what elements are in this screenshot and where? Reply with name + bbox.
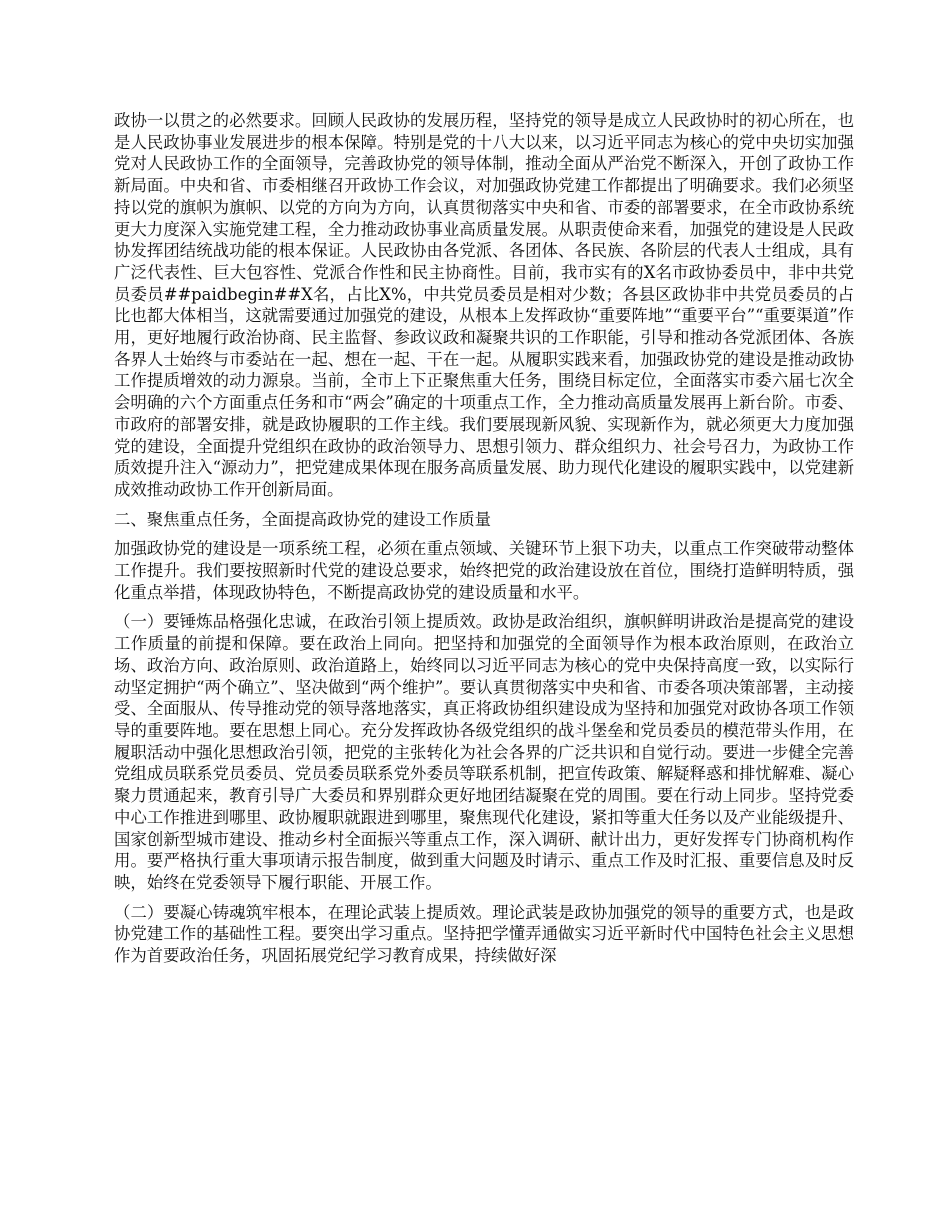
body-paragraph-2: 加强政协党的建设是一项系统工程，必须在重点领域、关键环节上狠下功夫，以重点工作突破带动整体工作提升。我们要按照新时代党的建设总要求，始终把党的政治建设放在首位，围绕打造鲜明特质，强化重点举措，体现政协特色，不断提高政协党的建设质量和水平。 (114, 539, 854, 602)
body-paragraph-4: （二）要凝心铸魂筑牢根本，在理论武装上提质效。理论武装是政协加强党的领导的重要方式，也是政协党建工作的基础性工程。要突出学习重点。坚持把学懂弄通做实习近平新时代中国特色社会主义思想作为首要政治任务，巩固拓展党纪学习教育成果，持续做好深 (114, 902, 854, 966)
body-paragraph-1: 政协一以贯之的必然要求。回顾人民政协的发展历程，坚持党的领导是成立人民政协时的初心所在，也是人民政协事业发展进步的根本保障。特别是党的十八大以来，以习近平同志为核心的党中央切实加强党对人民政协工作的全面领导，完善政协党的领导体制，推动全面从严治党不断深入，开创了政协工作新局面。中央和省、市委相继召开政协工作会议，对加强政协党建工作都提出了明确要求。我们必须坚持以党的旗帜为旗帜、以党的方向为方向，认真贯彻落实中央和省、市委的部署要求，在全市政协系统更大力度深入实施党建工程，全力推动政协事业高质量发展。从职责使命来看，加强党的建设是人民政协发挥团结统战功能的根本保证。人民政协由各党派、各团体、各民族、各阶层的代表人士组成，具有广泛代表性、巨大包容性、党派合作性和民主协商性。目前，我市实有的X名市政协委员中，非中共党员委员##paidbegin##X名，占比X%，中共党员委员是相对少数；各县区政协非中共党员委员的占比也都大体相当，这就需要通过加强党的建设，从根本上发挥政协“重要阵地”“重要平台”“重要渠道”作用，更好地履行政治协商、民主监督、参政议政和凝聚共识的工作职能，引导和推动各党派团体、各族各界人士始终与市委站在一起、想在一起、干在一起。从履职实践来看，加强政协党的建设是推动政协工作提质增效的动力源泉。当前，全市上下正聚焦重大任务，围绕目标定位，全面落实市委六届七次全会明确的六个方面重点任务和市“两会”确定的十项重点工作，全力推动高质量发展再上新台阶。市委、市政府的部署安排，就是政协履职的工作主线。我们要展现新风貌、实现新作为，就必须更大力度加强党的建设，全面提升党组织在政协的政治领导力、思想引领力、群众组织力、社会号召力，为政协工作质效提升注入“源动力”，把党建成果体现在服务高质量发展、助力现代化建设的履职实践中，以党建新成效推动政协工作开创新局面。 (114, 111, 854, 499)
document-page (114, 110, 854, 967)
section-heading: 二、聚焦重点任务，全面提高政协党的建设工作质量 (114, 509, 491, 529)
body-paragraph-3: （一）要锤炼品格强化忠诚，在政治引领上提质效。政协是政治组织，旗帜鲜明讲政治是提高党的建设工作质量的前提和保障。要在政治上同向。把坚持和加强党的全面领导作为根本政治原则，在政治立场、政治方向、政治原则、政治道路上，始终同以习近平同志为核心的党中央保持高度一致，以实际行动坚定拥护“两个确立”、坚决做到“两个维护”。要认真贯彻落实中央和省、市委各项决策部署，主动接受、全面服从、传导推动党的领导落地落实，真正将政协组织建设成为坚持和加强党对政协各项工作领导的重要阵地。要在思想上同心。充分发挥政协各级党组织的战斗堡垒和党员委员的模范带头作用，在履职活动中强化思想政治引领，把党的主张转化为社会各界的广泛共识和自觉行动。要进一步健全完善党组成员联系党员委员、党员委员联系党外委员等联系机制，把宣传政策、解疑释惑和排忧解难、凝心聚力贯通起来，教育引导广大委员和界别群众更好地团结凝聚在党的周围。要在行动上同步。坚持党委中心工作推进到哪里、政协履职就跟进到哪里，聚焦现代化建设，紧扣等重大任务以及产业能级提升、国家创新型城市建设、推动乡村全面振兴等重点工作，深入调研、献计出力，更好发挥专门协商机构作用。要严格执行重大事项请示报告制度，做到重大问题及时请示、重点工作及时汇报、重要信息及时反映，始终在党委领导下履行职能、开展工作。 (114, 612, 854, 892)
